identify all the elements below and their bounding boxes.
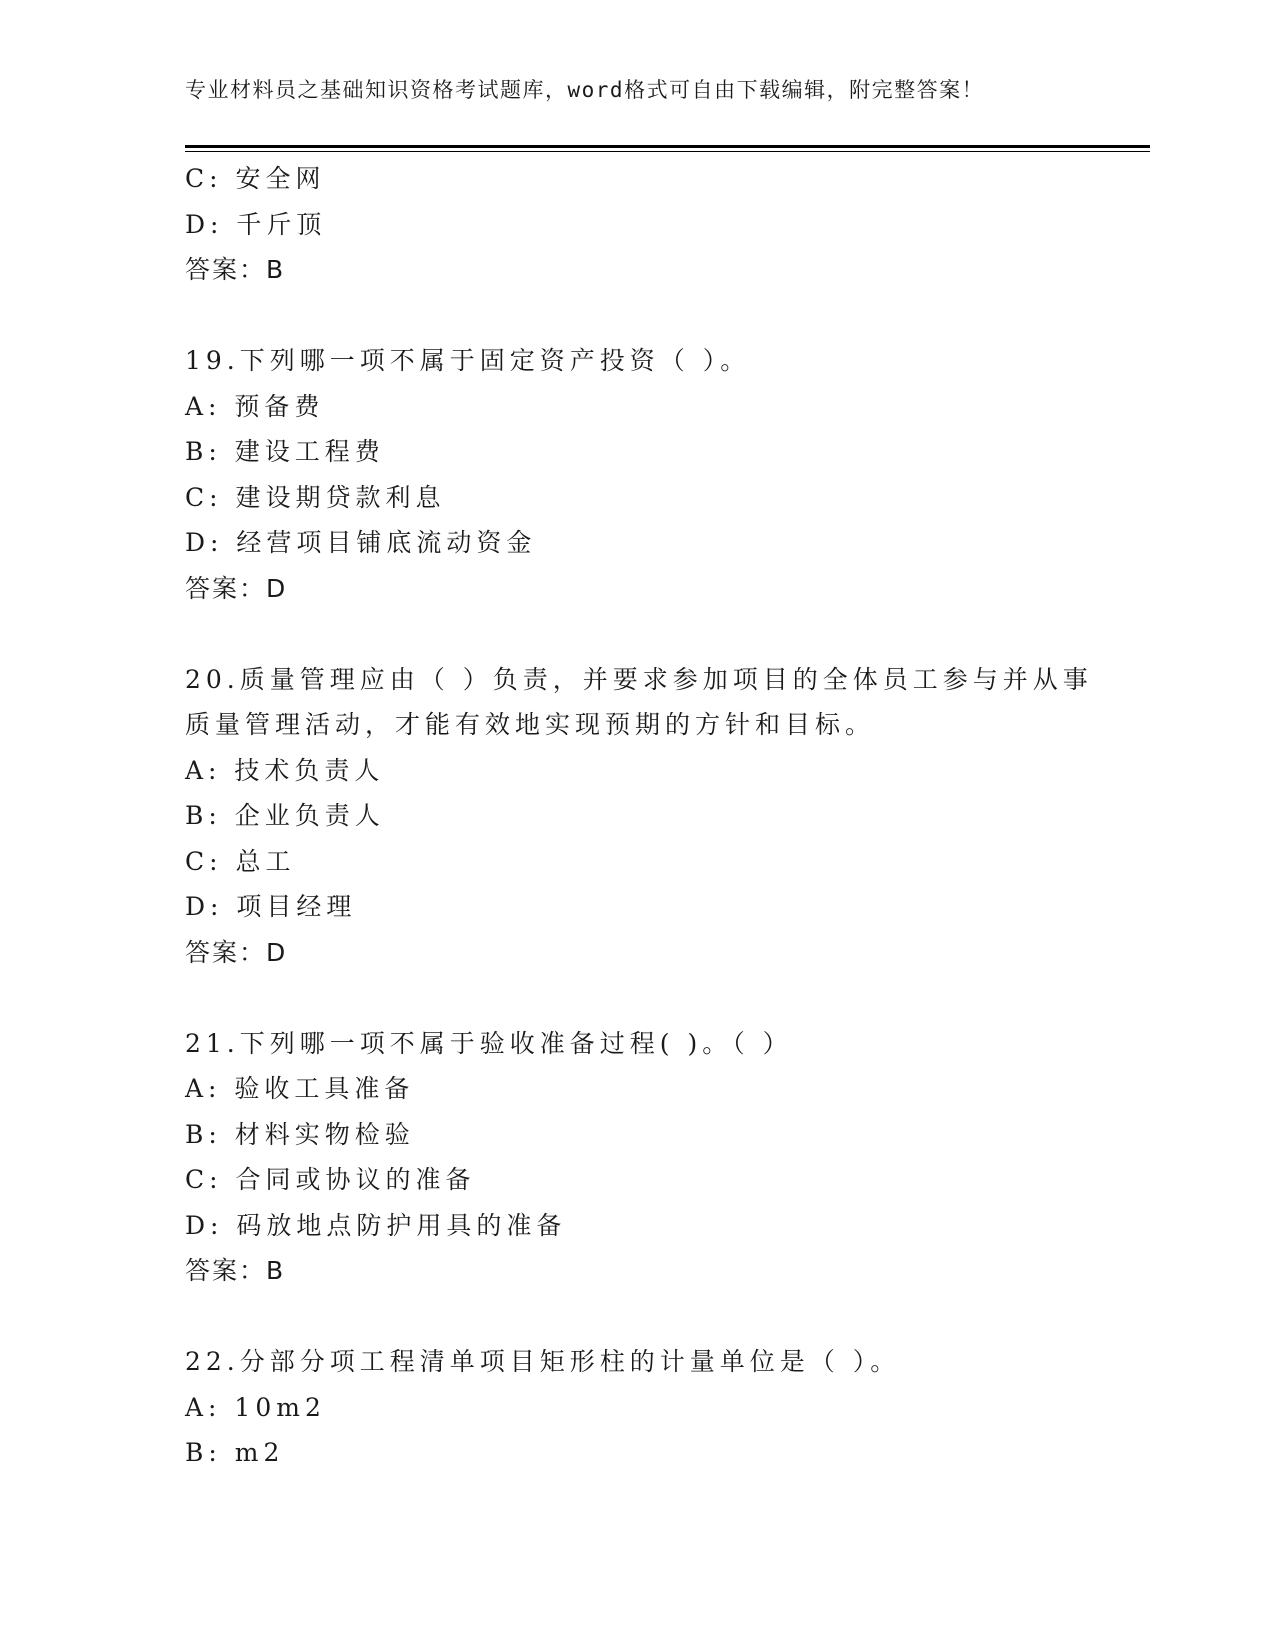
page-header: 专业材料员之基础知识资格考试题库，word格式可自由下载编辑，附完整答案！ <box>185 78 985 102</box>
option-c: C: 合同或协议的准备 <box>185 1165 476 1194</box>
option-c: C: 总工 <box>185 846 296 876</box>
spacer <box>185 1294 1085 1340</box>
option-d: D: 经营项目铺底流动资金 <box>185 528 537 557</box>
question-stem: 22.分部分项工程清单项目矩形柱的计量单位是（ ）。 <box>185 1347 901 1376</box>
question-list <box>185 156 1093 1476</box>
option-d: D: 项目经理 <box>185 892 357 921</box>
spacer <box>185 975 1085 1021</box>
header-rule-thin <box>185 151 1150 152</box>
option-b: B: m2 <box>185 1438 285 1467</box>
option-c: C: 安全网 <box>185 164 326 193</box>
question-stem-line-1: 20.质量管理应由（ ）负责，并要求参加项目的全体员工参与并从事 <box>185 664 1093 694</box>
option-d: D: 码放地点防护用具的准备 <box>185 1210 567 1240</box>
option-c: C: 建设期贷款利息 <box>185 482 446 512</box>
option-d: D: 千斤顶 <box>185 209 327 239</box>
option-a: A: 验收工具准备 <box>185 1074 415 1103</box>
option-b: B: 企业负责人 <box>185 801 385 830</box>
answer: 答案：D <box>185 937 288 967</box>
option-a: A: 预备费 <box>185 391 325 421</box>
question-stem: 21.下列哪一项不属于验收准备过程( )。（ ） <box>185 1028 793 1058</box>
question-19 <box>185 338 1085 611</box>
spacer <box>185 611 1085 657</box>
question-22 <box>185 1339 1085 1476</box>
option-a: A: 技术负责人 <box>185 755 385 785</box>
question-stem-line-2: 质量管理活动，才能有效地实现预期的方针和目标。 <box>185 710 876 739</box>
header-rule-thick <box>185 145 1150 148</box>
question-21 <box>185 1021 1085 1294</box>
question-20 <box>185 657 1093 976</box>
answer: 答案：D <box>185 573 288 603</box>
option-a: A: 10m2 <box>185 1392 326 1422</box>
question-stem: 19.下列哪一项不属于固定资产投资（ ）。 <box>185 346 751 375</box>
answer: 答案：B <box>185 1256 286 1285</box>
option-b: B: 建设工程费 <box>185 437 385 466</box>
question-18-tail <box>185 156 1085 293</box>
option-b: B: 材料实物检验 <box>185 1119 415 1149</box>
answer: 答案：B <box>185 255 286 284</box>
spacer <box>185 293 1085 339</box>
